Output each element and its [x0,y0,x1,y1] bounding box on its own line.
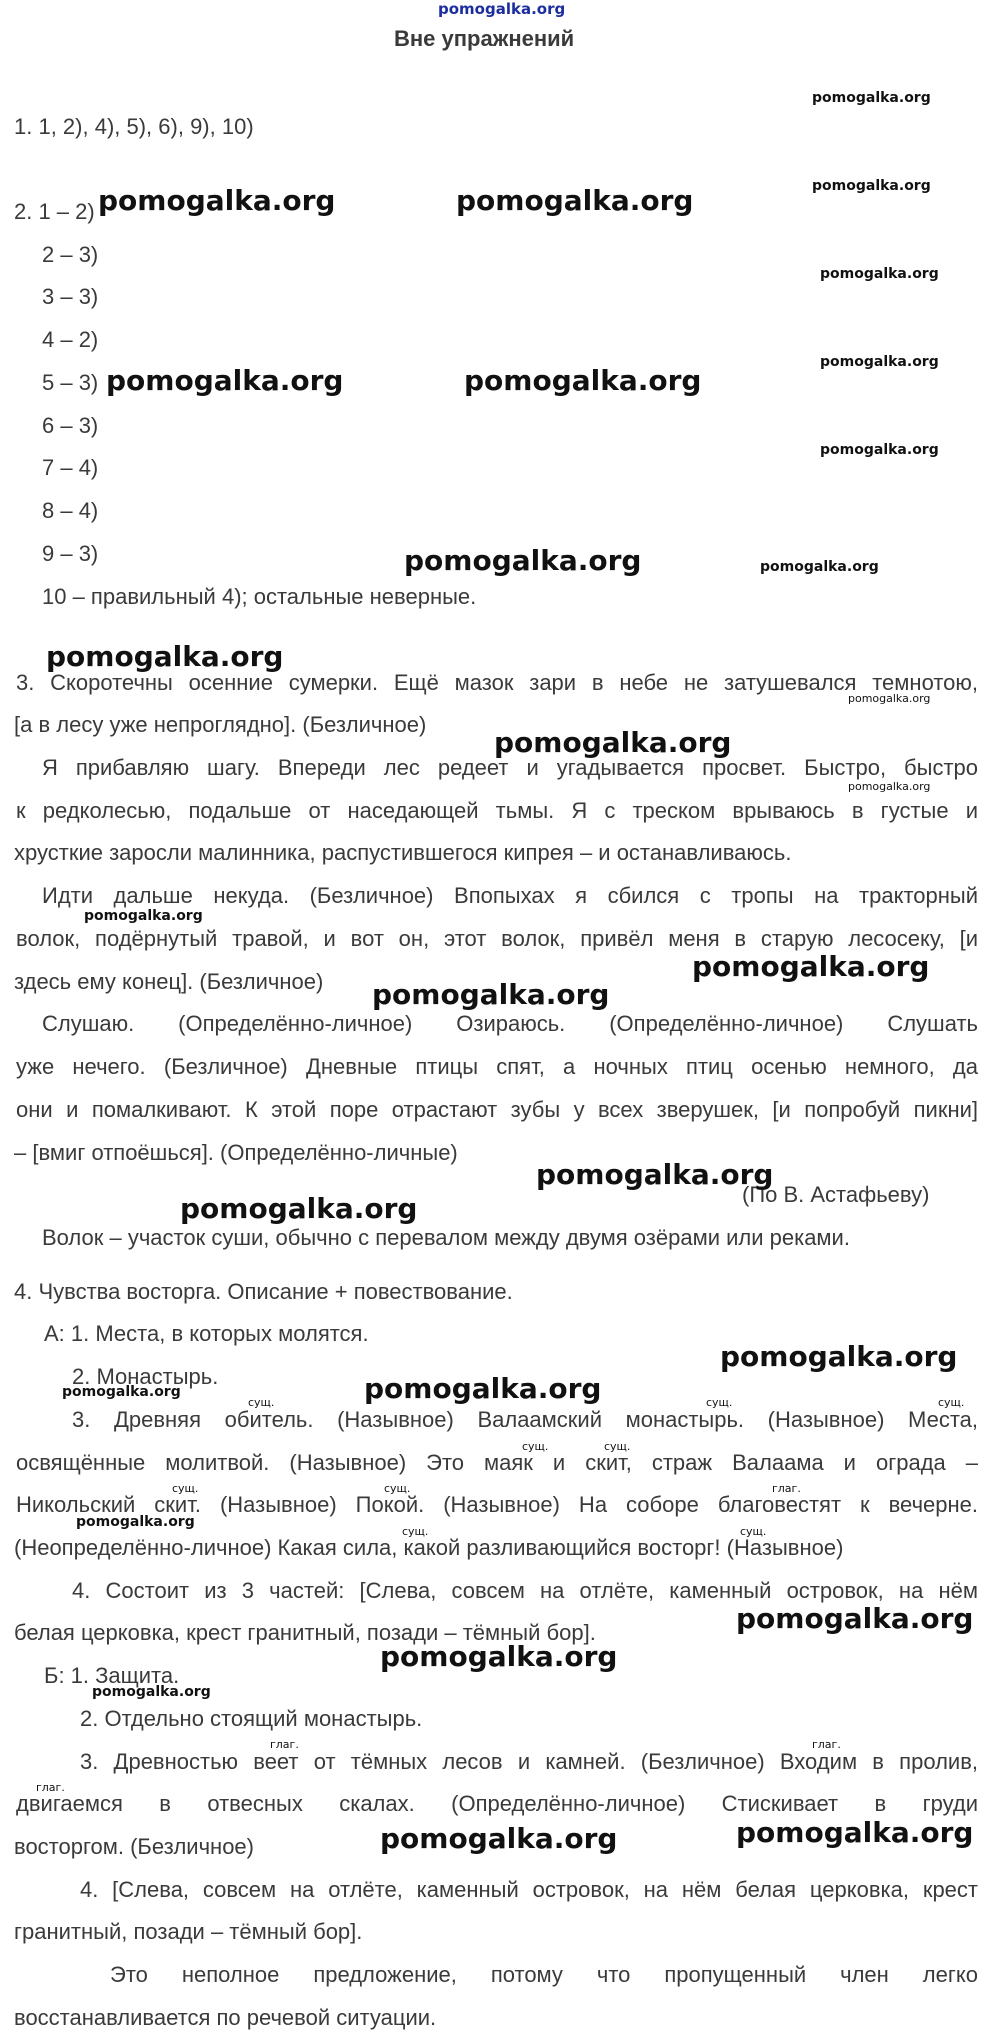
task-4-line: Б: 1. Защита. [44,1663,180,1688]
grammar-mark: сущ. [706,1396,733,1409]
watermark: pomogalka.org [46,640,284,673]
task-3-line: Слушаю. (Определённо-личное) Озираюсь. (Определённо-личное) Слушать [42,1011,978,1036]
task-3-line: Я прибавляю шагу. Впереди лес редеет и угадывается просвет. Быстро, быстро [42,755,978,780]
watermark: pomogalka.org [720,1340,958,1373]
watermark: pomogalka.org [736,1602,974,1635]
grammar-mark: сущ. [522,1440,549,1453]
watermark: pomogalka.org [820,266,939,282]
task-3-author: (По В. Астафьеву) [742,1182,930,1207]
grammar-mark: сущ. [604,1440,631,1453]
watermark: pomogalka.org [76,1514,195,1530]
watermark: pomogalka.org [760,559,879,575]
task-3-line: Идти дальше некуда. (Безличное) Впопыхах я сбился с тропы на тракторный [42,883,978,908]
task-2-item: 8 – 4) [42,498,99,523]
task-3-line: к редколесью, подальше от наседающей тьмы. Я с треском врываюсь в густые и [16,798,978,823]
task-4-line: 2. Монастырь. [72,1364,219,1389]
task-2-item: 5 – 3) [42,370,99,395]
task-1-answer: 1. 1, 2), 4), 5), 6), 9), 10) [14,114,254,139]
watermark: pomogalka.org [812,90,931,106]
task-2-item: 3 – 3) [42,284,99,309]
task-3-line: – [вмиг отпоёшься]. (Определённо-личные) [14,1140,458,1165]
task-2-item: 4 – 2) [42,327,99,352]
watermark: pomogalka.org [820,442,939,458]
watermark: pomogalka.org [404,544,642,577]
watermark: pomogalka.org [494,726,732,759]
task-4-line: белая церковка, крест гранитный, позади – тёмный бор]. [14,1620,596,1645]
task-4-line: 4. Состоит из 3 частей: [Слева, совсем на отлёте, каменный островок, на нём [72,1578,978,1603]
task-3-line: 3. Скоротечны осенние сумерки. Ещё мазок зари в небе не затушевался темнотою, [16,670,978,695]
task-4-line: 3. Древностью веет от тёмных лесов и камней. (Безличное) Входим в пролив, [80,1749,978,1774]
task-4-line: освящённые молитвой. (Назывное) Это маяк и скит, страж Валаама и ограда – [16,1450,978,1475]
watermark: pomogalka.org [736,1816,974,1849]
task-3-note: Волок – участок суши, обычно с перевалом между двумя озёрами или реками. [42,1225,850,1250]
task-4-line: гранитный, позади – тёмный бор]. [14,1919,363,1944]
task-4-line: восторгом. (Безличное) [14,1834,254,1859]
grammar-mark: сущ. [172,1482,199,1495]
grammar-mark: сущ. [384,1482,411,1495]
task-3-line: хрусткие заросли малинника, распустившегося кипрея – и останавливаюсь. [14,840,792,865]
watermark: pomogalka.org [456,184,694,217]
task-3-line: волок, подёрнутый травой, и вот он, этот волок, привёл меня в старую лесосеку, [и [16,926,978,951]
grammar-mark: глаг. [270,1738,299,1751]
grammar-mark: глаг. [36,1781,65,1794]
task-4-line: А: 1. Места, в которых молятся. [44,1321,369,1346]
task-2-item: 2. 1 – 2) [14,199,95,224]
watermark: pomogalka.org [180,1192,418,1225]
task-2-item: 2 – 3) [42,242,99,267]
watermark: pomogalka.org [848,780,931,793]
page-title: Вне упражнений [394,26,575,51]
task-4-line: 4. [Слева, совсем на отлёте, каменный островок, на нём белая церковка, крест [80,1877,978,1902]
watermark: pomogalka.org [380,1822,618,1855]
task-4-line: (Неопределённо-личное) Какая сила, какой разливающийся восторг! (Назывное) [14,1535,844,1560]
watermark: pomogalka.org [364,1372,602,1405]
watermark: pomogalka.org [98,184,336,217]
grammar-mark: сущ. [740,1525,767,1538]
grammar-mark: глаг. [772,1482,801,1495]
task-4-line: 4. Чувства восторга. Описание + повествование. [14,1279,513,1304]
task-3-line: уже нечего. (Безличное) Дневные птицы спят, а ночных птиц осенью немного, да [16,1054,978,1079]
task-4-line: восстанавливается по речевой ситуации. [14,2005,437,2030]
watermark: pomogalka.org [106,364,344,397]
watermark: pomogalka.org [372,978,610,1011]
watermark: pomogalka.org [84,908,203,924]
task-3-line: [а в лесу уже непроглядно]. (Безличное) [14,712,427,737]
task-4-line: Это неполное предложение, потому что пропущенный член легко [110,1962,978,1987]
watermark: pomogalka.org [536,1158,774,1191]
task-2-item: 10 – правильный 4); остальные неверные. [42,584,477,609]
watermark: pomogalka.org [692,950,930,983]
watermark: pomogalka.org [92,1684,211,1700]
watermark: pomogalka.org [812,178,931,194]
task-4-line: двигаемся в отвесных скалах. (Определённо-личное) Стискивает в груди [16,1791,978,1816]
watermark: pomogalka.org [848,692,931,705]
grammar-mark: сущ. [402,1525,429,1538]
watermark: pomogalka.org [464,364,702,397]
watermark: pomogalka.org [820,354,939,370]
task-3-line: они и помалкивают. К этой поре отрастают зубы у всех зверушек, [и попробуй пикни] [16,1097,978,1122]
watermark: pomogalka.org [62,1384,181,1400]
watermark: pomogalka.org [380,1640,618,1673]
task-4-line: 3. Древняя обитель. (Назывное) Валаамский монастырь. (Назывное) Места, [72,1407,978,1432]
task-2-item: 6 – 3) [42,413,99,438]
grammar-mark: сущ. [938,1396,965,1409]
task-3-line: здесь ему конец]. (Безличное) [14,969,324,994]
task-2-item: 7 – 4) [42,455,99,480]
task-4-line: 2. Отдельно стоящий монастырь. [80,1706,423,1731]
task-2-item: 9 – 3) [42,541,99,566]
site-logo[interactable]: pomogalka.org [438,0,566,18]
task-4-line: Никольский скит. (Назывное) Покой. (Назывное) На соборе благовестят к вечерне. [16,1492,978,1517]
grammar-mark: глаг. [812,1738,841,1751]
grammar-mark: сущ. [248,1396,275,1409]
